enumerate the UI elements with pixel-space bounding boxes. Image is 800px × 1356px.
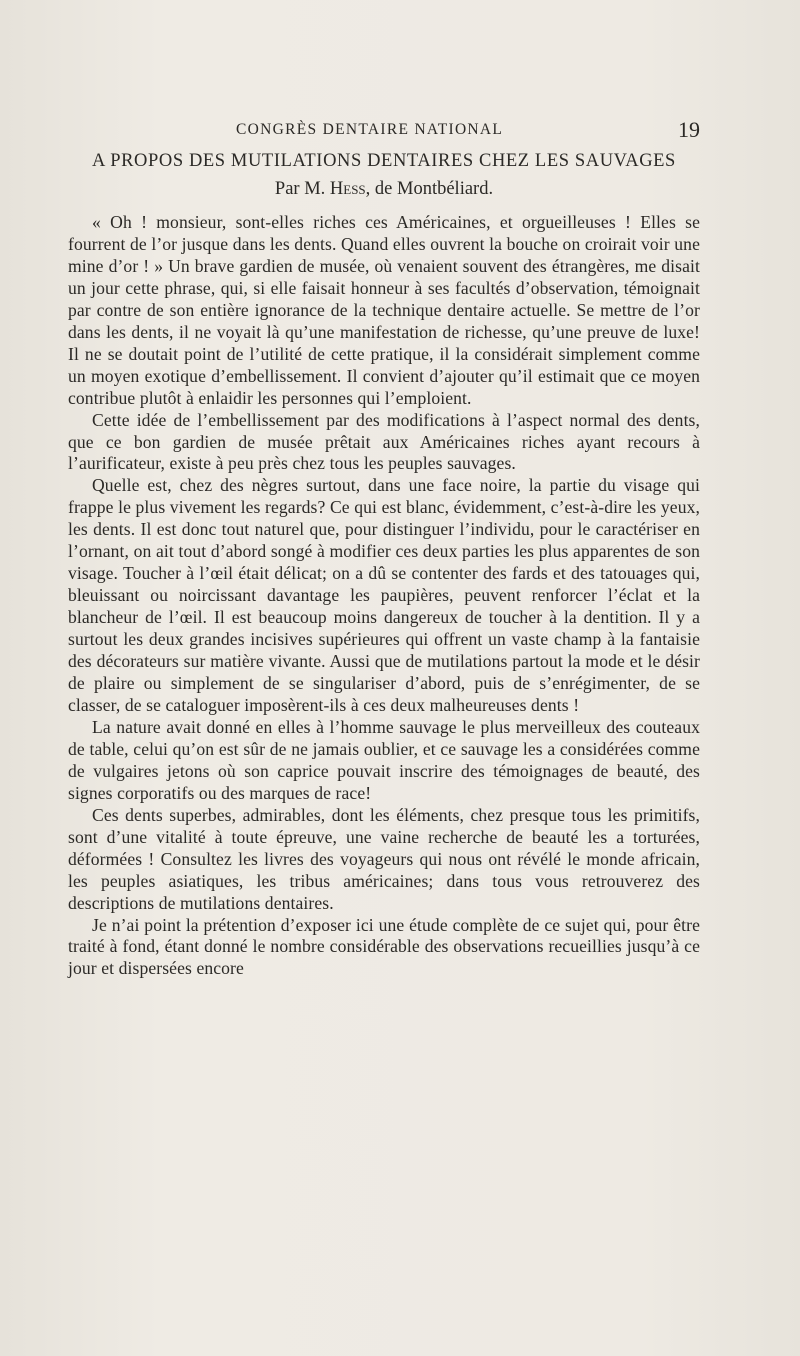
article-title: A PROPOS DES MUTILATIONS DENTAIRES CHEZ LES SAUVAGES [92,151,676,171]
paragraph: Cette idée de l’embellissement par des modifications à l’aspect normal des dents, que ce bon gardien de musée prêtait aux Américaines riches ayant recours à l’aurificateur, existe à peu près chez tous les peuples sauvages. [68,409,700,474]
article-body [68,212,700,980]
page-number: 19 [678,117,700,142]
byline-prefix: Par M. [274,179,330,199]
paragraph: Je n’ai point la prétention d’exposer ici une étude complète de ce sujet qui, pour être traité à fond, étant donné le nombre considérable des observations recueillies jusqu’à ce jour et dispersées encore [68,914,700,979]
paragraph: « Oh ! monsieur, sont-elles riches ces Américaines, et orgueilleuses ! Elles se fourrent de l’or jusque dans les dents. Quand elles ouvrent la bouche on croirait voir une mine d’or ! » Un brave gardien de musée, où venaient souvent des étrangères, me disait un jour cette phrase, qui, si elle faisait honneur à ses facultés d’observation, témoignait par contre de son entière ignorance de la technique dentaire actuelle. Se mettre de l’or dans les dents, il ne voyait là qu’une manifestation de richesse, qu’une preuve de luxe! Il ne se doutait point de l’utilité de cette pratique, il la considérait simplement comme un moyen exotique d’embellissement. Il convient d’ajouter qu’il estimait que ce moyen contribue plutôt à enlaidir les personnes qui l’emploient. [68,212,700,408]
paragraph: Ces dents superbes, admirables, dont les éléments, chez presque tous les primitifs, sont d’une vitalité à toute épreuve, une vaine recherche de beauté les a torturées, déformées ! Consultez les livres des voyageurs qui nous ont révélé le monde africain, les peuples asiatiques, les tribus américaines; dans tous vous retrouverez des descriptions de mutilations dentaires. [68,804,700,913]
running-head [60,117,700,143]
byline [68,178,700,200]
author-name: Hess [329,179,366,199]
article [68,150,700,980]
byline-suffix: , de Montbéliard. [365,179,494,199]
paragraph: La nature avait donné en elles à l’homme sauvage le plus merveilleux des couteaux de table, celui qu’on est sûr de ne jamais oublier, et ce sauvage les a considérées comme de vulgaires jetons où son caprice pouvait inscrire des témoignages de beauté, des signes corporatifs ou des marques de race! [68,716,700,803]
paragraph: Quelle est, chez des nègres surtout, dans une face noire, la partie du visage qui frappe le plus vivement les regards? Ce qui est blanc, évidemment, c’est-à-dire les yeux, les dents. Il est donc tout naturel que, pour distinguer l’individu, pour le caractériser en l’ornant, on ait tout d’abord songé à modifier ces deux parties les plus apparentes de son visage. Toucher à l’œil était délicat; on a dû se contenter des fards et des tatouages qui, bleuissant ou noircissant davantage les paupières, peuvent renforcer l’éclat et la blancheur de l’œil. Il est beaucoup moins dangereux de toucher à la dentition. Il y a surtout les deux grandes incisives supérieures qui offrent un vaste champ à la fantaisie des décorateurs sur matière vivante. Aussi que de mutilations partout la mode et le désir de plaire ou simplement de se singulariser d’abord, puis de s’enrégimenter, de se classer, de se cataloguer imposèrent-ils à ces deux malheureuses dents ! [68,475,700,715]
running-title: CONGRÈS DENTAIRE NATIONAL [236,121,504,138]
